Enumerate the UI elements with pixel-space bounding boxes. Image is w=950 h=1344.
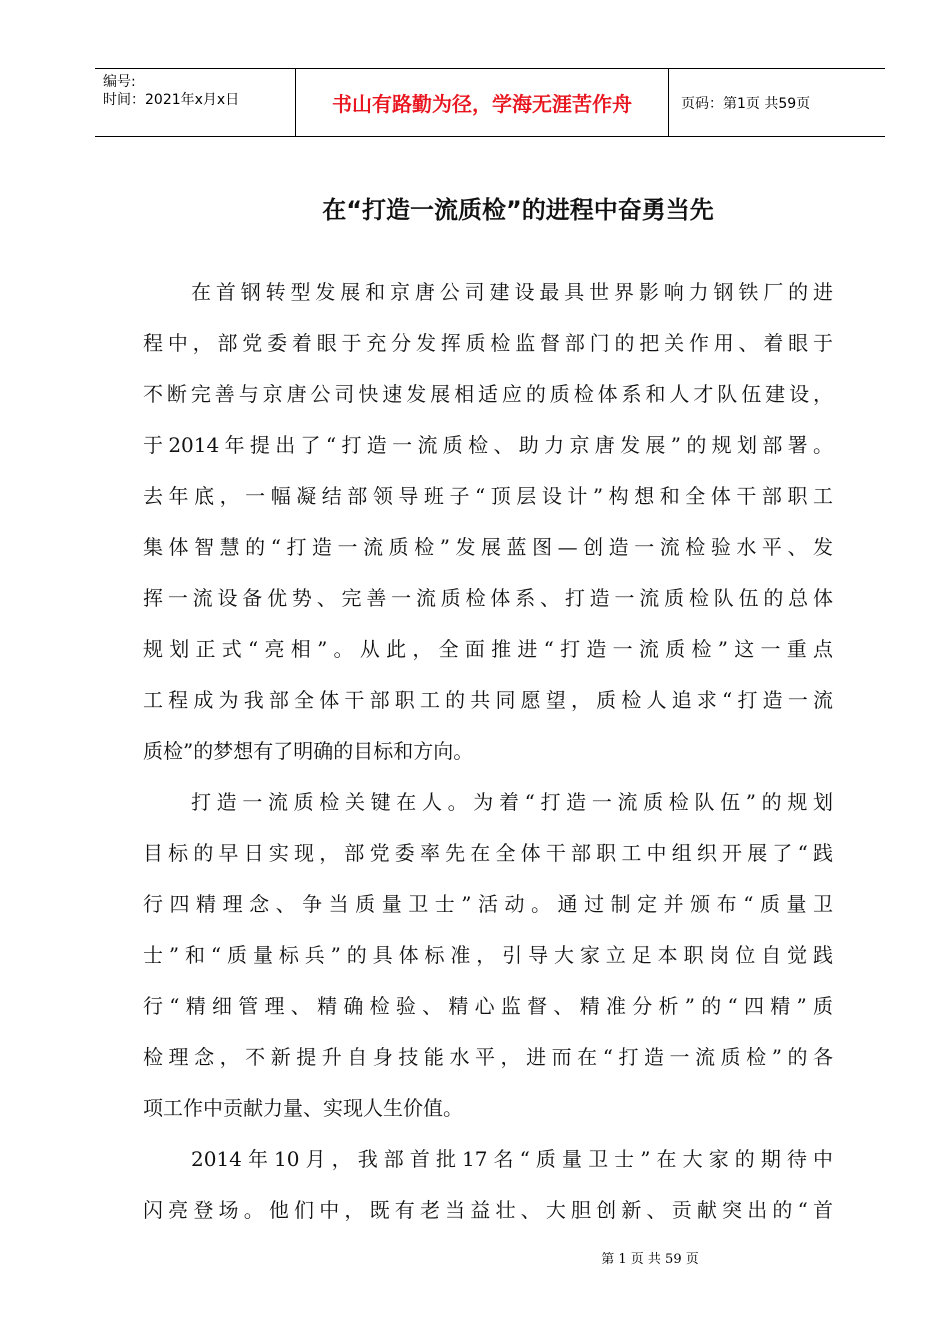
document-number-label: 编号: (103, 74, 136, 90)
body-line: 打造一流质检关键在人。为着“打造一流质检队伍”的规划 (191, 790, 833, 814)
body-line: 规划正式“亮相”。从此，全面推进“打造一流质检”这一重点 (143, 637, 833, 661)
header-meta-cell (95, 69, 296, 136)
body-line: 目标的早日实现，部党委率先在全体干部职工中组织开展了“践 (143, 841, 833, 865)
body-line: 闪亮登场。他们中，既有老当益壮、大胆创新、贡献突出的“首 (143, 1198, 833, 1222)
body-line: 工程成为我部全体干部职工的共同愿望，质检人追求“打造一流 (143, 688, 833, 712)
body-line: 检理念，不新提升自身技能水平，进而在“打造一流质检”的各 (143, 1045, 833, 1069)
header-motto: 书山有路勤为径，学海无涯苦作舟 (296, 69, 669, 136)
page-footer: 第 1 页 共 59 页 (601, 1252, 699, 1267)
body-line: 在首钢转型发展和京唐公司建设最具世界影响力钢铁厂的进 (191, 280, 833, 304)
document-title: 在“打造一流质检”的进程中奋勇当先 (322, 196, 714, 224)
document-time: 时间：2021年x月x日 (103, 92, 240, 108)
body-line: 项工作中贡献力量、实现人生价值。 (143, 1096, 463, 1120)
body-line: 集体智慧的“打造一流质检”发展蓝图—创造一流检验水平、发 (143, 535, 833, 559)
body-line: 2014年10月，我部首批17名“质量卫士”在大家的期待中 (191, 1147, 833, 1171)
page-header (95, 68, 885, 137)
body-line: 不断完善与京唐公司快速发展相适应的质检体系和人才队伍建设， (143, 382, 833, 406)
body-text (143, 267, 833, 1236)
body-line: 挥一流设备优势、完善一流质检体系、打造一流质检队伍的总体 (143, 586, 833, 610)
body-line: 行四精理念、争当质量卫士”活动。通过制定并颁布“质量卫 (143, 892, 833, 916)
body-line: 质检”的梦想有了明确的目标和方向。 (143, 739, 474, 763)
body-line: 行“精细管理、精确检验、精心监督、精准分析”的“四精”质 (143, 994, 833, 1018)
body-line: 于2014年提出了“打造一流质检、助力京唐发展”的规划部署。 (143, 433, 833, 457)
header-page-info: 页码：第1页 共59页 (681, 95, 811, 112)
body-line: 程中，部党委着眼于充分发挥质检监督部门的把关作用、着眼于 (143, 331, 833, 355)
body-line: 士”和“质量标兵”的具体标准，引导大家立足本职岗位自觉践 (143, 943, 833, 967)
body-line: 去年底，一幅凝结部领导班子“顶层设计”构想和全体干部职工 (143, 484, 833, 508)
